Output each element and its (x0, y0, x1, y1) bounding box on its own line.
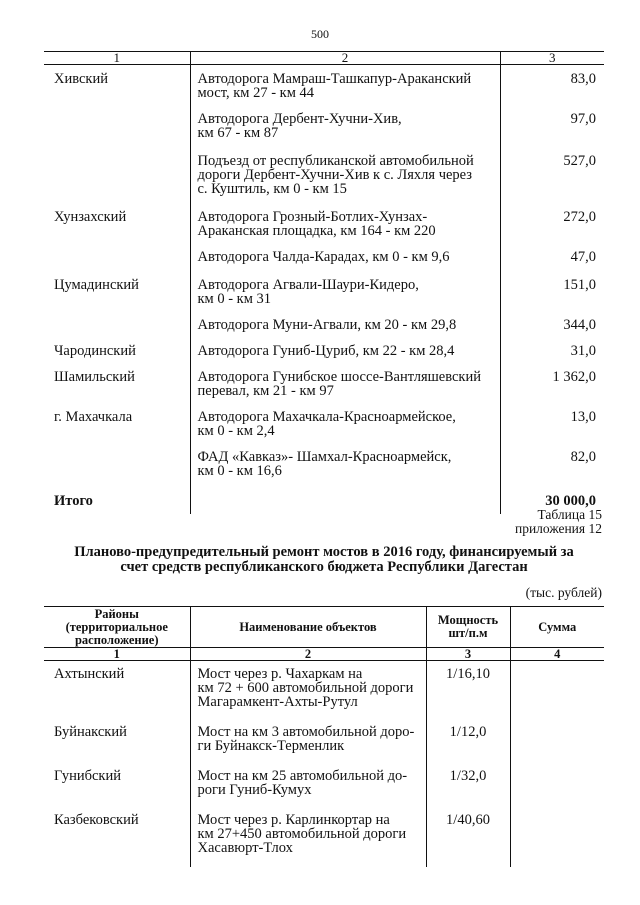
column-number: 3 (500, 52, 604, 65)
total-row (44, 494, 604, 508)
object-line: Автодорога Чалда-Карадах, км 0 - км 9,6 (197, 249, 450, 265)
table-row (44, 250, 604, 264)
object-line: Автодорога Агвали-Шаури-Кидеро, (197, 277, 419, 293)
sum-cell (510, 667, 604, 709)
header-line: (территориальное (65, 619, 168, 634)
object-line: Магарамкент-Ахты-Рутул (197, 694, 358, 710)
district-cell: Буйнакский (54, 724, 127, 740)
financing-table-continued (44, 51, 604, 514)
bridge-repair-table (44, 606, 604, 867)
capacity-cell: 1/16,10 (426, 667, 510, 709)
amount-cell: 344,0 (563, 317, 596, 333)
object-cell (190, 410, 500, 438)
object-cell (190, 72, 500, 100)
column-number-row (44, 648, 604, 661)
amount-cell: 13,0 (570, 409, 596, 425)
amount-cell: 83,0 (570, 71, 596, 87)
object-cell (190, 370, 500, 398)
table-row (44, 370, 604, 398)
district-cell: Хивский (54, 71, 108, 87)
column-number: 1 (44, 648, 190, 661)
capacity-cell: 1/40,60 (426, 813, 510, 855)
row-spacer (44, 797, 604, 813)
object-line: Автодорога Грозный-Ботлих-Хунзах- (197, 209, 428, 225)
object-line: Автодорога Махачкала-Красноармейское, (197, 409, 456, 425)
table-row (44, 667, 604, 709)
object-line: Мост на км 25 автомобильной до- (197, 768, 408, 784)
header-line: расположение) (74, 632, 159, 647)
header-line: Районы (94, 606, 139, 621)
section-title-line: Планово-предупредительный ремонт мостов в 2016 году, финансируемый за (74, 544, 574, 560)
object-cell (190, 154, 500, 196)
object-line: Хасавюрт-Тлох (197, 840, 293, 856)
row-spacer (44, 855, 604, 867)
object-line: км 27+450 автомобильной дороги (197, 826, 407, 842)
object-line: дороги Дербент-Хучни-Хив к с. Ляхля через (197, 167, 473, 183)
table-row (44, 154, 604, 196)
amount-cell: 82,0 (570, 449, 596, 465)
object-line: Автодорога Гуниб-Цуриб, км 22 - км 28,4 (197, 343, 455, 359)
row-spacer (44, 709, 604, 725)
capacity-cell: 1/32,0 (426, 769, 510, 797)
total-label: Итого (54, 493, 93, 509)
table-row (44, 112, 604, 140)
sum-cell (510, 813, 604, 855)
row-spacer (44, 264, 604, 278)
header-districts (44, 607, 190, 648)
object-cell (190, 278, 500, 306)
district-cell (44, 154, 190, 196)
total-value: 30 000,0 (545, 493, 596, 509)
object-cell (190, 725, 426, 753)
object-line: Мост через р. Карлинкортар на (197, 812, 390, 828)
object-line: роги Гуниб-Кумух (197, 782, 312, 798)
district-cell: Чародинский (54, 343, 136, 359)
object-line: перевал, км 21 - км 97 (197, 383, 334, 399)
header-capacity (426, 607, 510, 648)
amount-cell: 272,0 (563, 209, 596, 225)
header-line: Мощность (437, 613, 499, 627)
object-line: км 0 - км 31 (197, 291, 272, 307)
amount-cell: 47,0 (570, 249, 596, 265)
row-spacer (44, 196, 604, 210)
sum-cell (510, 725, 604, 753)
table-row (44, 210, 604, 238)
object-cell (190, 112, 500, 140)
object-line: Автодорога Муни-Агвали, км 20 - км 29,8 (197, 317, 457, 333)
amount-cell: 527,0 (563, 153, 596, 169)
object-line: Автодорога Мамраш-Ташкапур-Араканский (197, 71, 472, 87)
amount-cell: 151,0 (563, 277, 596, 293)
object-line: км 72 + 600 автомобильной дороги (197, 680, 414, 696)
row-spacer (44, 478, 604, 494)
object-cell (190, 813, 426, 855)
object-line: Мост на км 3 автомобильной доро- (197, 724, 415, 740)
column-number: 4 (510, 648, 604, 661)
table-row (44, 278, 604, 306)
object-line: ги Буйнакск-Терменлик (197, 738, 345, 754)
units-note: (тыс. рублей) (525, 585, 602, 600)
table-row (44, 725, 604, 753)
page-number: 500 (311, 27, 329, 41)
object-cell (190, 769, 426, 797)
table-row (44, 813, 604, 855)
table-row (44, 72, 604, 100)
object-line: Автодорога Гунибское шоссе-Вантляшевский (197, 369, 481, 385)
district-cell (44, 112, 190, 140)
object-line: Мост через р. Чахаркам на (197, 666, 363, 682)
district-cell: Казбековский (54, 812, 139, 828)
table-number: Таблица 15 (537, 507, 602, 522)
header-sum: Сумма (510, 607, 604, 648)
district-cell: Гунибский (54, 768, 121, 784)
column-number: 2 (190, 52, 500, 65)
district-cell (44, 318, 190, 332)
amount-cell: 97,0 (570, 111, 596, 127)
district-cell: г. Махачкала (54, 409, 133, 425)
table-row (44, 318, 604, 332)
row-spacer (44, 140, 604, 154)
amount-cell: 1 362,0 (552, 369, 596, 385)
object-line: км 0 - км 2,4 (197, 423, 275, 439)
district-cell: Ахтынский (54, 666, 125, 682)
header-object-name: Наименование объектов (190, 607, 426, 648)
object-line: мост, км 27 - км 44 (197, 85, 314, 101)
object-line: ФАД «Кавказ»- Шамхал-Красноармейск, (197, 449, 452, 465)
table-row (44, 450, 604, 478)
district-cell: Цумадинский (54, 277, 139, 293)
column-number: 1 (44, 52, 190, 65)
object-cell (190, 450, 500, 478)
object-line: Подъезд от республиканской автомобильной (197, 153, 474, 169)
district-cell (44, 450, 190, 478)
row-spacer (44, 753, 604, 769)
object-cell (190, 210, 500, 238)
total-empty-cell (190, 494, 500, 508)
district-cell (44, 250, 190, 264)
object-line: Араканская площадка, км 164 - км 220 (197, 223, 436, 239)
object-cell (190, 344, 500, 358)
object-line: км 0 - км 16,6 (197, 463, 282, 479)
column-number: 3 (426, 648, 510, 661)
table-row (44, 344, 604, 358)
object-line: Автодорога Дербент-Хучни-Хив, (197, 111, 402, 127)
object-cell (190, 667, 426, 709)
column-number: 2 (190, 648, 426, 661)
object-cell (190, 250, 500, 264)
header-line: шт/п.м (448, 626, 488, 640)
object-line: с. Куштиль, км 0 - км 15 (197, 181, 347, 197)
amount-cell: 31,0 (570, 343, 596, 359)
table-row (44, 769, 604, 797)
table-caption (515, 508, 602, 536)
appendix-number: приложения 12 (514, 521, 602, 536)
sum-cell (510, 769, 604, 797)
column-number-row (44, 52, 604, 65)
object-cell (190, 318, 500, 332)
capacity-cell: 1/12,0 (426, 725, 510, 753)
table-row (44, 410, 604, 438)
header-row (44, 607, 604, 648)
section-title (44, 545, 604, 575)
object-line: км 67 - км 87 (197, 125, 279, 141)
section-title-line: счет средств республиканского бюджета Республики Дагестан (120, 559, 528, 575)
district-cell: Шамильский (54, 369, 135, 385)
district-cell: Хунзахский (54, 209, 127, 225)
